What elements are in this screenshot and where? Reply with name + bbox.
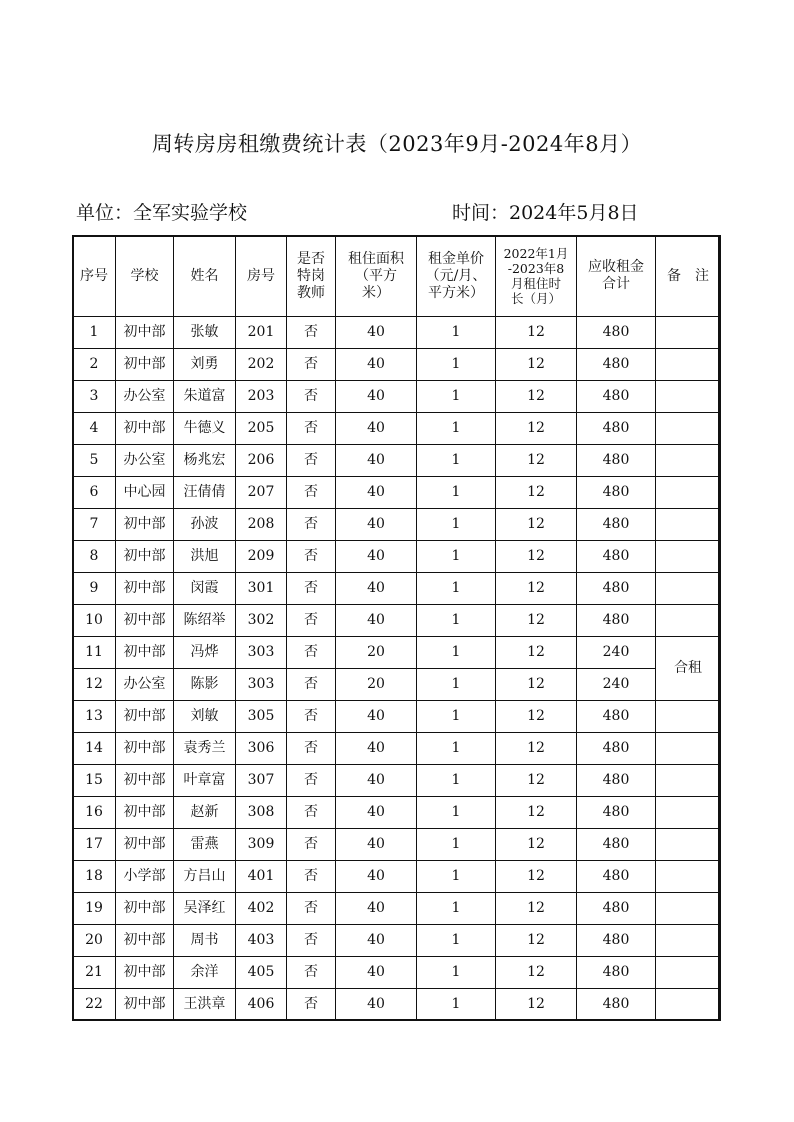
cell-remark [656, 957, 721, 989]
cell-room: 206 [236, 445, 287, 477]
table-row [73, 605, 721, 637]
document-title: 周转房房租缴费统计表（2023年9月-2024年8月） [151, 132, 643, 156]
cell-seq: 9 [73, 573, 116, 605]
cell-name: 周书 [174, 925, 236, 957]
cell-price: 1 [417, 797, 496, 829]
cell-room: 209 [236, 541, 287, 573]
cell-school: 初中部 [116, 349, 174, 381]
cell-school: 初中部 [116, 509, 174, 541]
cell-room: 401 [236, 861, 287, 893]
header-name: 姓名 [174, 236, 236, 317]
cell-remark [656, 733, 721, 765]
cell-room: 205 [236, 413, 287, 445]
cell-seq: 19 [73, 893, 116, 925]
cell-name: 陈影 [174, 669, 236, 701]
cell-months: 12 [496, 957, 577, 989]
cell-area: 40 [336, 413, 417, 445]
cell-seq: 18 [73, 861, 116, 893]
cell-school: 中心园 [116, 477, 174, 509]
cell-area: 40 [336, 701, 417, 733]
cell-special-teacher: 否 [287, 925, 336, 957]
cell-name: 袁秀兰 [174, 733, 236, 765]
cell-room: 202 [236, 349, 287, 381]
cell-total: 480 [577, 957, 656, 989]
cell-school: 初中部 [116, 605, 174, 637]
cell-name: 朱道富 [174, 381, 236, 413]
table-row [73, 317, 721, 349]
cell-price: 1 [417, 701, 496, 733]
cell-area: 40 [336, 381, 417, 413]
cell-seq: 13 [73, 701, 116, 733]
cell-price: 1 [417, 733, 496, 765]
cell-room: 306 [236, 733, 287, 765]
cell-name: 方吕山 [174, 861, 236, 893]
cell-name: 雷燕 [174, 829, 236, 861]
cell-special-teacher: 否 [287, 893, 336, 925]
cell-price: 1 [417, 765, 496, 797]
cell-school: 初中部 [116, 925, 174, 957]
cell-special-teacher: 否 [287, 861, 336, 893]
cell-months: 12 [496, 637, 577, 669]
table-row [73, 957, 721, 989]
cell-special-teacher: 否 [287, 797, 336, 829]
cell-remark [656, 509, 721, 541]
cell-room: 305 [236, 701, 287, 733]
cell-room: 403 [236, 925, 287, 957]
cell-area: 40 [336, 605, 417, 637]
cell-name: 刘勇 [174, 349, 236, 381]
header-total-line: 应收租金 [588, 259, 644, 275]
cell-special-teacher: 否 [287, 957, 336, 989]
cell-price: 1 [417, 861, 496, 893]
table-row [73, 701, 721, 733]
cell-special-teacher: 否 [287, 445, 336, 477]
table-row [73, 477, 721, 509]
cell-price: 1 [417, 349, 496, 381]
cell-school: 初中部 [116, 413, 174, 445]
cell-price: 1 [417, 925, 496, 957]
cell-seq: 1 [73, 317, 116, 349]
cell-name: 牛德义 [174, 413, 236, 445]
cell-price: 1 [417, 477, 496, 509]
cell-special-teacher: 否 [287, 765, 336, 797]
cell-seq: 17 [73, 829, 116, 861]
rent-table [72, 235, 721, 1021]
cell-name: 刘敏 [174, 701, 236, 733]
table-row [73, 349, 721, 381]
cell-name: 洪旭 [174, 541, 236, 573]
cell-total: 480 [577, 829, 656, 861]
table-row [73, 573, 721, 605]
cell-seq: 4 [73, 413, 116, 445]
cell-price: 1 [417, 989, 496, 1021]
header-price [417, 236, 496, 317]
cell-months: 12 [496, 541, 577, 573]
cell-total: 480 [577, 605, 656, 637]
cell-area: 40 [336, 829, 417, 861]
cell-total: 480 [577, 701, 656, 733]
cell-price: 1 [417, 381, 496, 413]
table-row [73, 989, 721, 1021]
cell-total: 480 [577, 989, 656, 1021]
header-price-line: 租金单价 [428, 250, 484, 267]
cell-room: 201 [236, 317, 287, 349]
cell-area: 40 [336, 733, 417, 765]
cell-seq: 8 [73, 541, 116, 573]
cell-area: 40 [336, 445, 417, 477]
cell-room: 303 [236, 669, 287, 701]
cell-months: 12 [496, 509, 577, 541]
table-row [73, 669, 721, 701]
cell-seq: 15 [73, 765, 116, 797]
cell-remark [656, 541, 721, 573]
cell-price: 1 [417, 957, 496, 989]
table-body [73, 317, 721, 1021]
cell-months: 12 [496, 733, 577, 765]
cell-room: 405 [236, 957, 287, 989]
cell-remark [656, 829, 721, 861]
cell-months: 12 [496, 861, 577, 893]
cell-special-teacher: 否 [287, 605, 336, 637]
table-row [73, 733, 721, 765]
cell-area: 40 [336, 861, 417, 893]
cell-months: 12 [496, 829, 577, 861]
cell-remark [656, 445, 721, 477]
cell-seq: 12 [73, 669, 116, 701]
unit-label: 单位：全军实验学校 [76, 202, 248, 224]
cell-total: 480 [577, 349, 656, 381]
cell-months: 12 [496, 317, 577, 349]
cell-special-teacher: 否 [287, 317, 336, 349]
cell-remark [656, 605, 721, 637]
cell-seq: 16 [73, 797, 116, 829]
table-row [73, 381, 721, 413]
cell-room: 308 [236, 797, 287, 829]
cell-special-teacher: 否 [287, 733, 336, 765]
cell-seq: 7 [73, 509, 116, 541]
table-row [73, 541, 721, 573]
cell-seq: 11 [73, 637, 116, 669]
cell-room: 303 [236, 637, 287, 669]
cell-school: 办公室 [116, 669, 174, 701]
table-row [73, 445, 721, 477]
header-row [73, 236, 721, 317]
cell-remark [656, 925, 721, 957]
cell-school: 办公室 [116, 381, 174, 413]
cell-price: 1 [417, 445, 496, 477]
cell-months: 12 [496, 893, 577, 925]
header-total-line: 合计 [602, 276, 630, 292]
cell-remark [656, 477, 721, 509]
cell-total: 480 [577, 317, 656, 349]
cell-area: 40 [336, 477, 417, 509]
cell-remark [656, 317, 721, 349]
cell-name: 陈绍举 [174, 605, 236, 637]
cell-school: 小学部 [116, 861, 174, 893]
header-area [336, 236, 417, 317]
cell-name: 叶章富 [174, 765, 236, 797]
cell-name: 闵霞 [174, 573, 236, 605]
cell-area: 40 [336, 509, 417, 541]
table-row [73, 509, 721, 541]
header-seq: 序号 [73, 236, 116, 317]
cell-area: 40 [336, 317, 417, 349]
cell-price: 1 [417, 829, 496, 861]
cell-remark [656, 765, 721, 797]
table-row [73, 765, 721, 797]
cell-school: 初中部 [116, 733, 174, 765]
table-row [73, 861, 721, 893]
cell-school: 初中部 [116, 573, 174, 605]
header-special-line: 教师 [297, 284, 325, 301]
cell-name: 张敏 [174, 317, 236, 349]
header-duration [496, 236, 577, 317]
header-duration-line: 2022年1月 [503, 246, 569, 261]
table-row [73, 829, 721, 861]
cell-room: 307 [236, 765, 287, 797]
cell-months: 12 [496, 605, 577, 637]
cell-remark [656, 413, 721, 445]
cell-name: 杨兆宏 [174, 445, 236, 477]
header-duration-line: -2023年8 [507, 261, 565, 276]
cell-months: 12 [496, 797, 577, 829]
cell-total: 480 [577, 765, 656, 797]
cell-room: 203 [236, 381, 287, 413]
cell-area: 40 [336, 573, 417, 605]
cell-months: 12 [496, 669, 577, 701]
cell-name: 王洪章 [174, 989, 236, 1021]
header-total [577, 236, 656, 317]
cell-price: 1 [417, 317, 496, 349]
cell-special-teacher: 否 [287, 573, 336, 605]
header-area-line: 米） [362, 284, 390, 301]
cell-area: 40 [336, 349, 417, 381]
cell-remark [656, 893, 721, 925]
cell-price: 1 [417, 637, 496, 669]
cell-total: 480 [577, 509, 656, 541]
cell-remark [656, 573, 721, 605]
header-price-line: （元/月、 [425, 267, 487, 284]
cell-seq: 6 [73, 477, 116, 509]
cell-total: 480 [577, 413, 656, 445]
cell-name: 冯烨 [174, 637, 236, 669]
cell-months: 12 [496, 925, 577, 957]
cell-school: 初中部 [116, 989, 174, 1021]
header-remark: 备 注 [656, 236, 721, 317]
header-special-line: 是否 [297, 250, 325, 267]
cell-school: 初中部 [116, 317, 174, 349]
cell-area: 40 [336, 893, 417, 925]
header-price-line: 平方米） [428, 284, 484, 301]
date-label: 时间：2024年5月8日 [452, 202, 639, 224]
cell-area: 40 [336, 797, 417, 829]
cell-special-teacher: 否 [287, 637, 336, 669]
cell-special-teacher: 否 [287, 509, 336, 541]
cell-school: 初中部 [116, 829, 174, 861]
cell-special-teacher: 否 [287, 349, 336, 381]
cell-name: 孙波 [174, 509, 236, 541]
cell-school: 初中部 [116, 541, 174, 573]
cell-name: 吴泽红 [174, 893, 236, 925]
cell-remark [656, 861, 721, 893]
cell-seq: 21 [73, 957, 116, 989]
cell-months: 12 [496, 477, 577, 509]
cell-months: 12 [496, 701, 577, 733]
header-area-line: （平方 [355, 267, 397, 284]
cell-total: 480 [577, 573, 656, 605]
cell-remark [656, 349, 721, 381]
cell-total: 480 [577, 381, 656, 413]
cell-seq: 22 [73, 989, 116, 1021]
cell-total: 240 [577, 637, 656, 669]
cell-total: 480 [577, 733, 656, 765]
cell-total: 480 [577, 925, 656, 957]
cell-months: 12 [496, 989, 577, 1021]
cell-school: 初中部 [116, 957, 174, 989]
table-row [73, 893, 721, 925]
cell-area: 40 [336, 989, 417, 1021]
cell-special-teacher: 否 [287, 669, 336, 701]
cell-name: 汪倩倩 [174, 477, 236, 509]
cell-price: 1 [417, 893, 496, 925]
cell-months: 12 [496, 413, 577, 445]
cell-remark [656, 381, 721, 413]
table-row [73, 637, 721, 669]
cell-total: 480 [577, 477, 656, 509]
cell-seq: 5 [73, 445, 116, 477]
cell-school: 初中部 [116, 893, 174, 925]
header-special-teacher [287, 236, 336, 317]
header-special-line: 特岗 [297, 267, 325, 284]
cell-months: 12 [496, 573, 577, 605]
cell-seq: 3 [73, 381, 116, 413]
cell-school: 办公室 [116, 445, 174, 477]
cell-price: 1 [417, 605, 496, 637]
table-row [73, 925, 721, 957]
cell-seq: 10 [73, 605, 116, 637]
cell-total: 480 [577, 861, 656, 893]
cell-area: 40 [336, 957, 417, 989]
cell-area: 40 [336, 765, 417, 797]
cell-special-teacher: 否 [287, 541, 336, 573]
cell-price: 1 [417, 509, 496, 541]
cell-price: 1 [417, 413, 496, 445]
cell-name: 余洋 [174, 957, 236, 989]
cell-seq: 20 [73, 925, 116, 957]
cell-months: 12 [496, 445, 577, 477]
cell-months: 12 [496, 381, 577, 413]
cell-remark [656, 989, 721, 1021]
cell-total: 240 [577, 669, 656, 701]
cell-special-teacher: 否 [287, 477, 336, 509]
cell-area: 40 [336, 925, 417, 957]
cell-room: 302 [236, 605, 287, 637]
cell-school: 初中部 [116, 637, 174, 669]
cell-special-teacher: 否 [287, 413, 336, 445]
cell-remark: 合租 [656, 637, 721, 701]
header-room: 房号 [236, 236, 287, 317]
cell-special-teacher: 否 [287, 701, 336, 733]
cell-months: 12 [496, 765, 577, 797]
cell-seq: 14 [73, 733, 116, 765]
cell-room: 208 [236, 509, 287, 541]
cell-total: 480 [577, 797, 656, 829]
cell-room: 309 [236, 829, 287, 861]
cell-seq: 2 [73, 349, 116, 381]
header-area-line: 租住面积 [348, 250, 404, 267]
header-duration-line: 月租住时 [510, 276, 561, 291]
cell-special-teacher: 否 [287, 989, 336, 1021]
cell-price: 1 [417, 541, 496, 573]
cell-remark [656, 797, 721, 829]
cell-school: 初中部 [116, 701, 174, 733]
header-school: 学校 [116, 236, 174, 317]
cell-area: 40 [336, 541, 417, 573]
cell-school: 初中部 [116, 797, 174, 829]
cell-price: 1 [417, 573, 496, 605]
cell-room: 207 [236, 477, 287, 509]
cell-special-teacher: 否 [287, 381, 336, 413]
cell-school: 初中部 [116, 765, 174, 797]
cell-room: 301 [236, 573, 287, 605]
cell-total: 480 [577, 445, 656, 477]
table-row [73, 797, 721, 829]
cell-price: 1 [417, 669, 496, 701]
cell-special-teacher: 否 [287, 829, 336, 861]
cell-remark [656, 701, 721, 733]
cell-room: 406 [236, 989, 287, 1021]
cell-months: 12 [496, 349, 577, 381]
cell-room: 402 [236, 893, 287, 925]
cell-area: 20 [336, 637, 417, 669]
table-row [73, 413, 721, 445]
cell-total: 480 [577, 541, 656, 573]
cell-name: 赵新 [174, 797, 236, 829]
cell-area: 20 [336, 669, 417, 701]
cell-total: 480 [577, 893, 656, 925]
header-duration-line: 长（月） [510, 291, 561, 306]
